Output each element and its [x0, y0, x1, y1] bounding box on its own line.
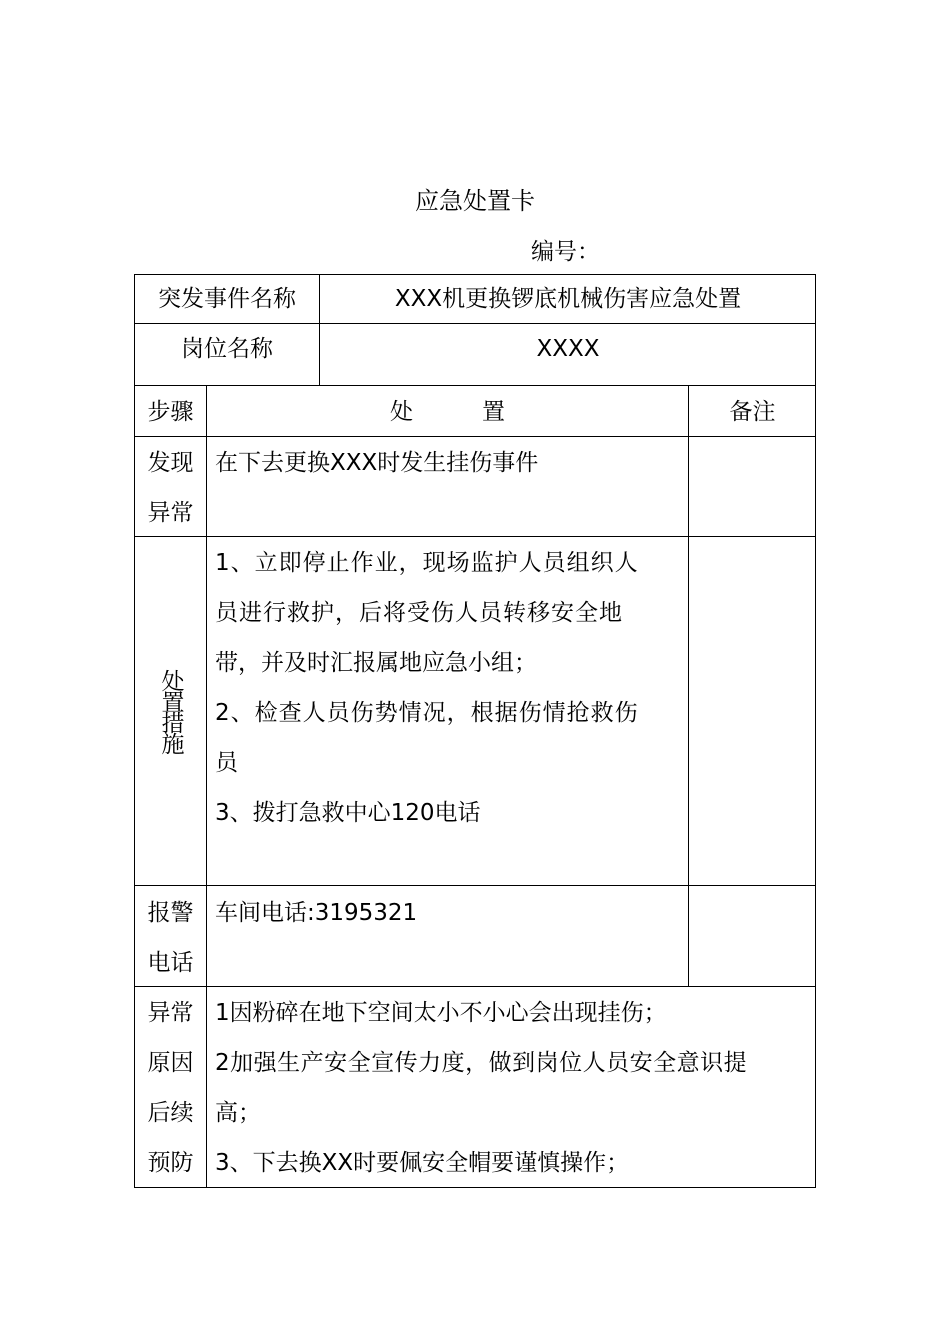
measures-line-6: 3、拨打急救中心120电话: [215, 800, 481, 826]
step-prevention-line2: 原因: [147, 1050, 194, 1076]
measures-line-4: 2、检查人员伤势情况，根据伤情抢救伤: [215, 700, 639, 726]
discover-content: 在下去更换XXX时发生挂伤事件: [215, 450, 539, 476]
event-name-label: 突发事件名称: [158, 286, 296, 312]
measures-line-2: 员进行救护，后将受伤人员转移安全地: [215, 600, 623, 626]
column-action: 处 置: [390, 399, 505, 425]
step-discover-line2: 异常: [147, 500, 194, 526]
step-measures-text: 处置措施: [157, 669, 184, 753]
post-name-value: XXXX: [536, 336, 600, 362]
step-alarm: [135, 888, 206, 986]
step-alarm-line2: 电话: [147, 950, 194, 976]
column-step: 步骤: [147, 399, 194, 425]
measures-content: [215, 538, 685, 838]
prevention-line-2: 2加强生产安全宣传力度，做到岗位人员安全意识提: [215, 1050, 748, 1076]
step-measures: [135, 537, 206, 885]
column-remark: 备注: [729, 399, 776, 425]
prevention-line-3: 高；: [215, 1100, 261, 1126]
prevention-content: [215, 988, 810, 1188]
prevention-line-1: 1因粉碎在地下空间太小不小心会出现挂伤；: [215, 1000, 667, 1026]
step-discover-line1: 发现: [147, 450, 194, 476]
post-name-label: 岗位名称: [181, 336, 273, 362]
prevention-line-4: 3、下去换XX时要佩安全帽要谨慎操作；: [215, 1150, 630, 1176]
measures-line-1: 1、立即停止作业，现场监护人员组织人: [215, 550, 639, 576]
step-prevention-line3: 后续: [147, 1100, 194, 1126]
alarm-content: 车间电话:3195321: [215, 900, 418, 926]
measures-line-3: 带，并及时汇报属地应急小组；: [215, 650, 537, 676]
step-prevention: [135, 988, 206, 1188]
step-prevention-line4: 预防: [147, 1150, 194, 1176]
step-alarm-line1: 报警: [147, 900, 194, 926]
event-name-value: XXX机更换锣底机械伤害应急处置: [394, 286, 742, 312]
step-discover: [135, 438, 206, 536]
card-title: 应急处置卡: [415, 187, 535, 215]
step-prevention-line1: 异常: [147, 1000, 194, 1026]
measures-line-5: 员: [215, 750, 238, 776]
number-label: 编号：: [531, 239, 600, 265]
